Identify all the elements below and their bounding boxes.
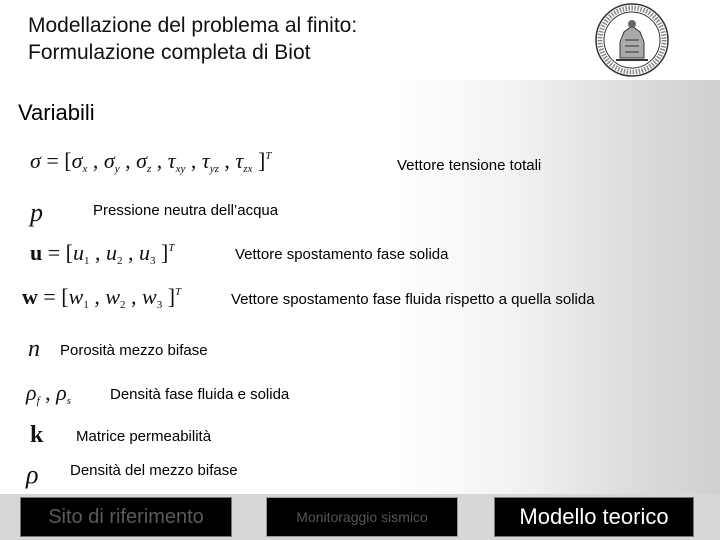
theoretical-model-label: Modello teorico [519, 504, 669, 529]
university-seal-logo [594, 2, 670, 78]
seismic-monitoring-label: Monitoraggio sismico [296, 509, 428, 525]
desc-porosity: Porosità mezzo bifase [60, 342, 208, 359]
reference-site-button[interactable] [20, 497, 232, 537]
theoretical-model-button[interactable] [494, 497, 694, 537]
seismic-monitoring-button[interactable] [266, 497, 458, 537]
formula-fluid-displacement: $w = [w_1$ , $w_2$ , $w_3$ ]$^T$ [22, 284, 182, 311]
desc-densities: Densità fase fluida e solida [110, 386, 290, 403]
desc-solid-displacement: Vettore spostamento fase solida [235, 246, 449, 263]
formula-stress-vector: $\sigma = [\sigma_x$ , $\sigma_y$ , $\sigma_z$ , $\tau_{xy}$ , $\tau_{yz}$ , $\tau_{zx}$ ]$^T$ [30, 148, 272, 175]
slide-title [28, 12, 357, 66]
formula-densities: $\rho_f$ , $\rho_s$ [26, 380, 71, 407]
formula-permeability: k [30, 422, 44, 448]
formula-pore-pressure: p [30, 198, 43, 227]
formula-density: ρ [26, 460, 39, 489]
desc-pore-pressure: Pressione neutra dell’acqua [93, 202, 279, 219]
desc-permeability: Matrice permeabilità [76, 428, 212, 445]
desc-stress-vector: Vettore tensione totali [397, 157, 542, 174]
desc-fluid-displacement: Vettore spostamento fase fluida rispetto a quella solida [231, 291, 595, 308]
desc-density: Densità del mezzo bifase [70, 462, 238, 479]
formula-solid-displacement: $u = [u_1$ , $u_2$ , $u_3$ ]$^T$ [30, 240, 175, 267]
title-line-2: Formulazione completa di Biot [28, 41, 311, 64]
header [0, 0, 720, 80]
reference-site-label: Sito di riferimento [48, 505, 204, 528]
section-title: Variabili [18, 100, 95, 125]
formula-porosity: n [28, 336, 40, 362]
title-line-1: Modellazione del problema al finito: [28, 14, 358, 37]
